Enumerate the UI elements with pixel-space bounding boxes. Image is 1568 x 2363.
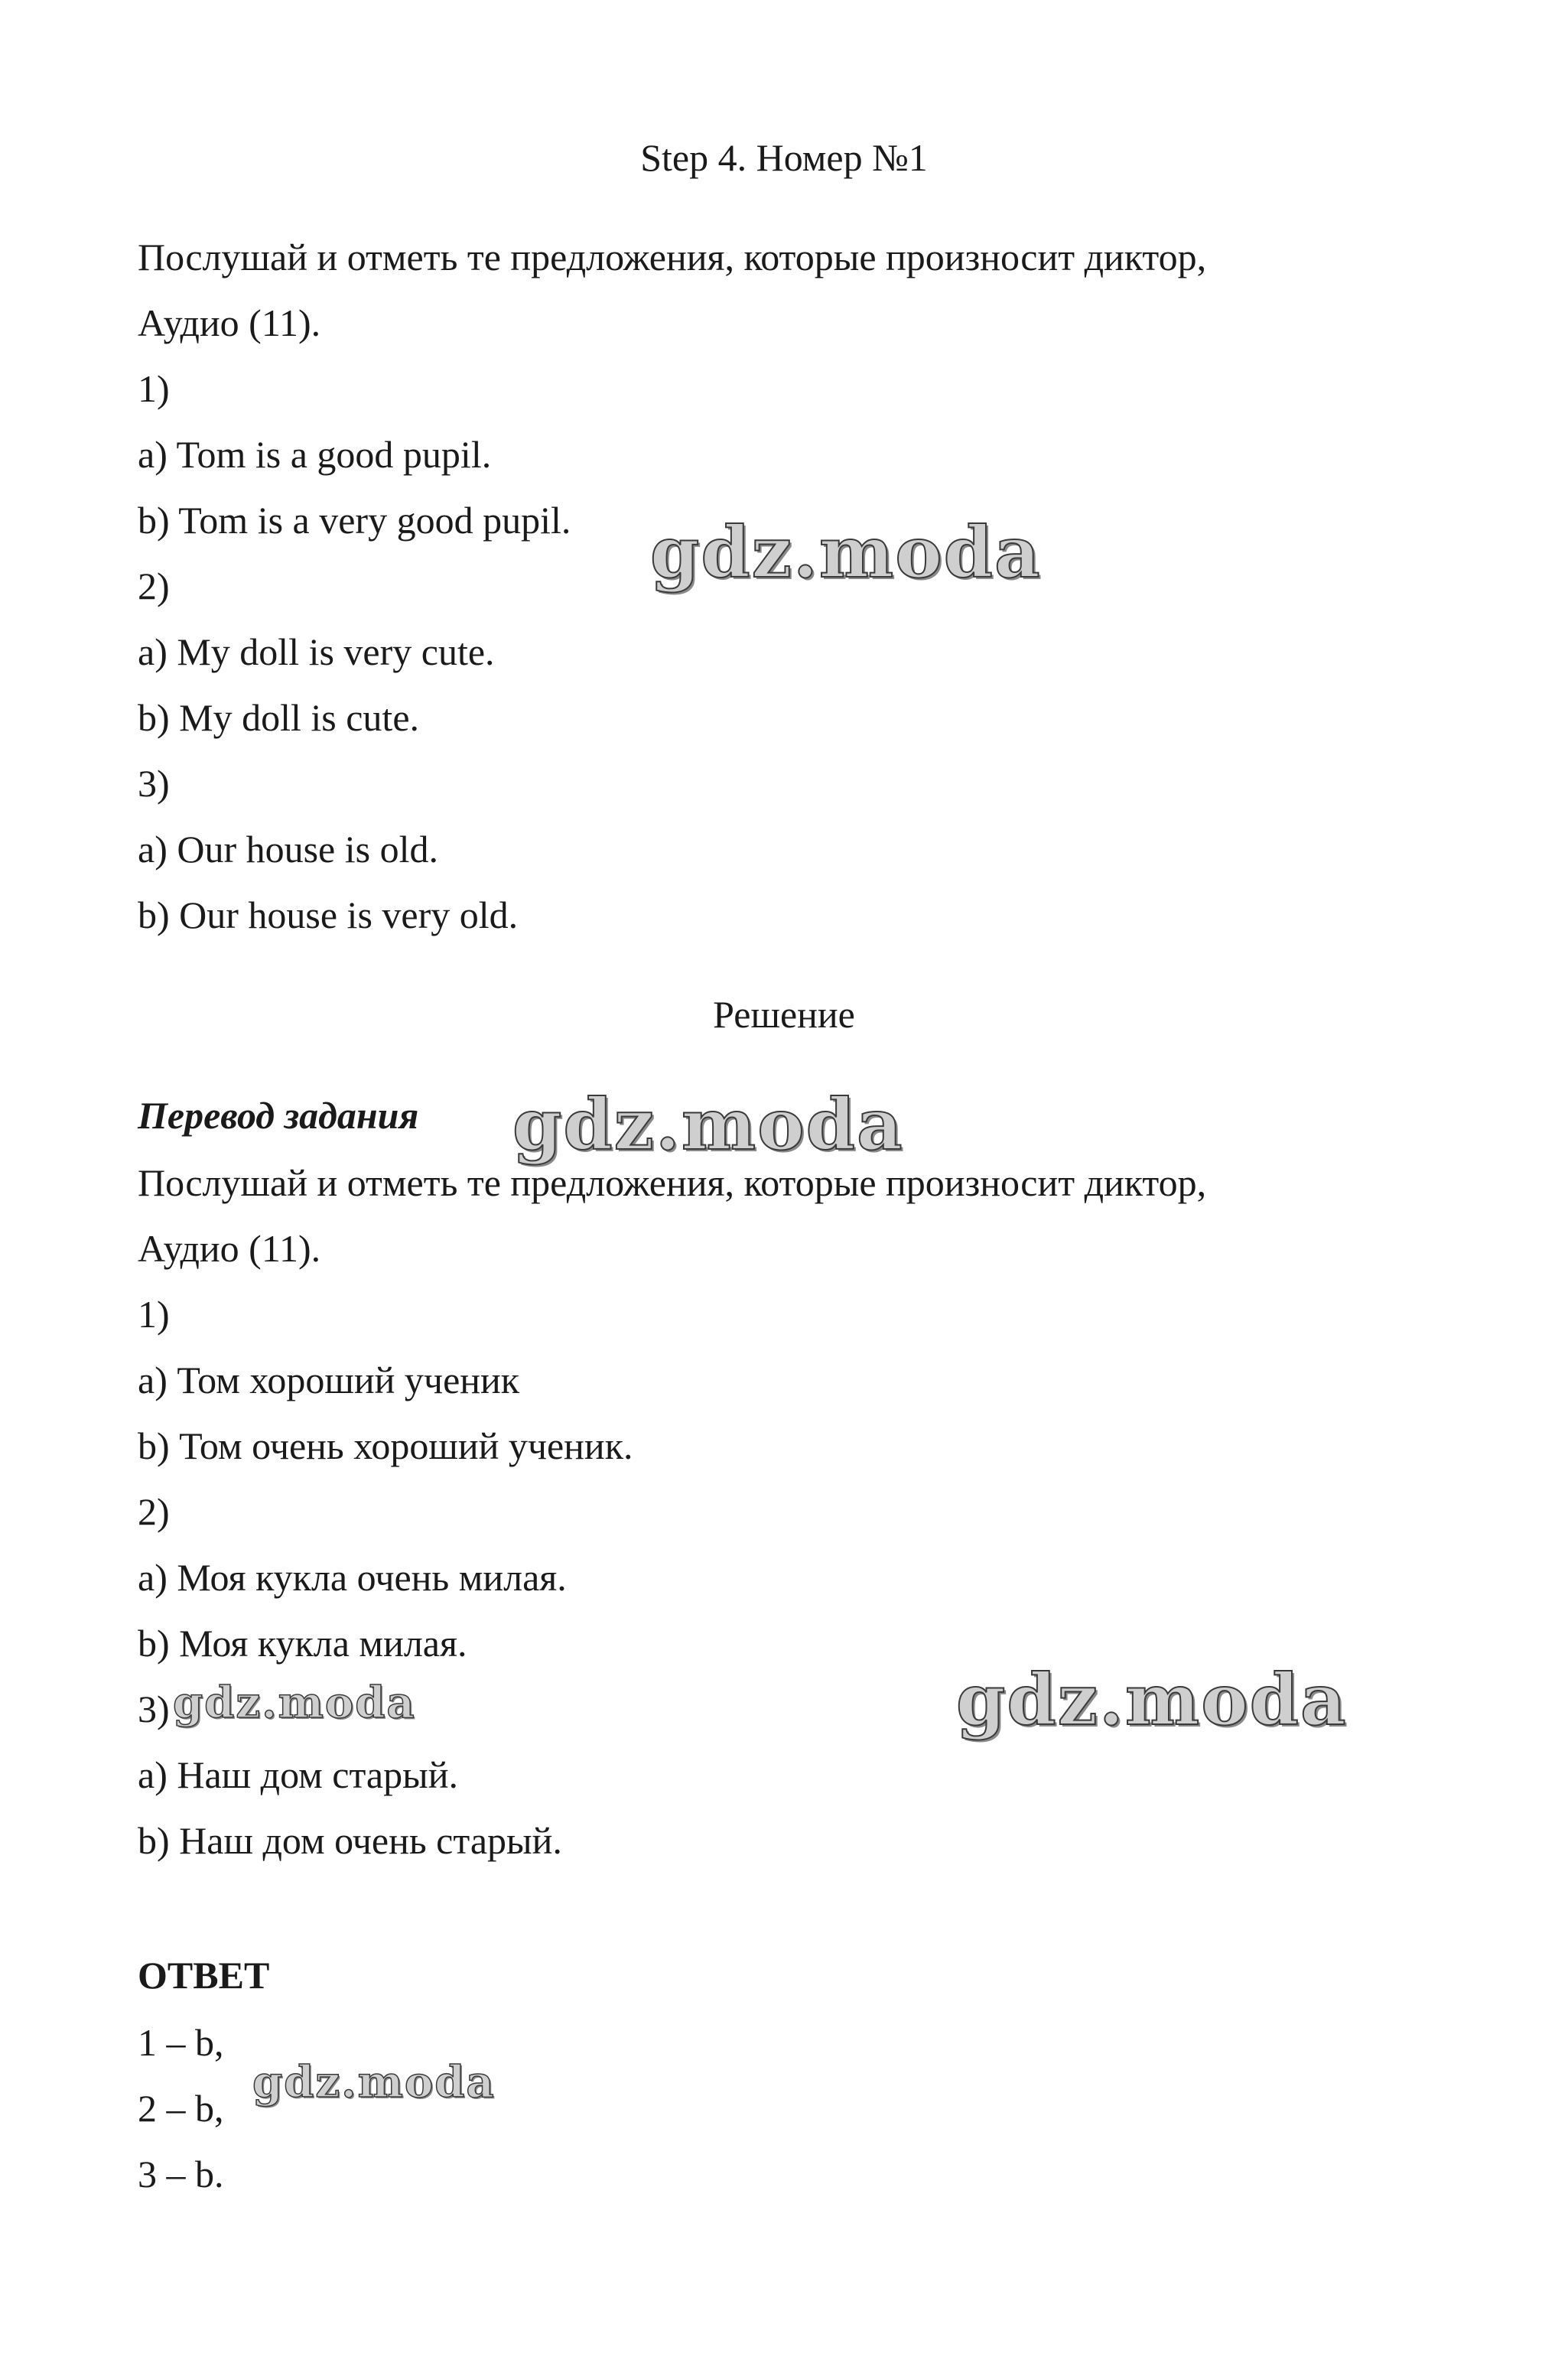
translation-item-option-a: a) Наш дом старый. bbox=[138, 1753, 458, 1796]
task-item-number: 3) bbox=[138, 762, 170, 805]
solution-heading: Решение bbox=[713, 993, 855, 1036]
task-instruction-line2: Аудио (11). bbox=[138, 301, 321, 344]
translation-item-number: 2) bbox=[138, 1490, 170, 1533]
translation-heading: Перевод задания bbox=[138, 1094, 419, 1137]
translation-item-option-b: b) Наш дом очень старый. bbox=[138, 1819, 562, 1862]
translation-item-option-a: a) Моя кукла очень милая. bbox=[138, 1556, 567, 1599]
task-item-option-b: b) Tom is a very good pupil. bbox=[138, 499, 571, 542]
task-item-number: 2) bbox=[138, 565, 170, 607]
page-title: Step 4. Номер №1 bbox=[640, 136, 928, 179]
task-item-option-a: a) Tom is a good pupil. bbox=[138, 433, 492, 476]
task-instruction-line1: Послушай и отметь те предложения, которые произносит диктор, bbox=[138, 236, 1207, 278]
watermark-logo: gdz.moda bbox=[956, 1658, 1348, 1741]
watermark-logo: gdz.moda bbox=[650, 511, 1042, 594]
translation-instruction-line2: Аудио (11). bbox=[138, 1227, 321, 1270]
translation-instruction-line1: Послушай и отметь те предложения, которые произносит диктор, bbox=[138, 1161, 1207, 1204]
answer-heading: ОТВЕТ bbox=[138, 1954, 270, 1997]
translation-item-option-a: a) Том хороший ученик bbox=[138, 1359, 520, 1401]
task-item-number: 1) bbox=[138, 367, 170, 410]
translation-item-option-b: b) Том очень хороший ученик. bbox=[138, 1424, 633, 1467]
task-item-option-b: b) Our house is very old. bbox=[138, 893, 519, 936]
answer-line: 2 – b, bbox=[138, 2087, 224, 2130]
answer-line: 3 – b. bbox=[138, 2153, 224, 2195]
watermark-logo: gdz.moda bbox=[252, 2057, 496, 2107]
task-item-option-b: b) My doll is cute. bbox=[138, 696, 420, 739]
translation-item-number: 3) bbox=[138, 1688, 170, 1730]
task-item-option-a: a) Our house is old. bbox=[138, 828, 438, 871]
watermark-logo: gdz.moda bbox=[173, 1678, 416, 1728]
answer-line: 1 – b, bbox=[138, 2021, 224, 2064]
watermark-logo: gdz.moda bbox=[512, 1083, 904, 1166]
task-item-option-a: a) My doll is very cute. bbox=[138, 630, 495, 673]
translation-item-number: 1) bbox=[138, 1293, 170, 1336]
translation-item-option-b: b) Моя кукла милая. bbox=[138, 1622, 467, 1665]
